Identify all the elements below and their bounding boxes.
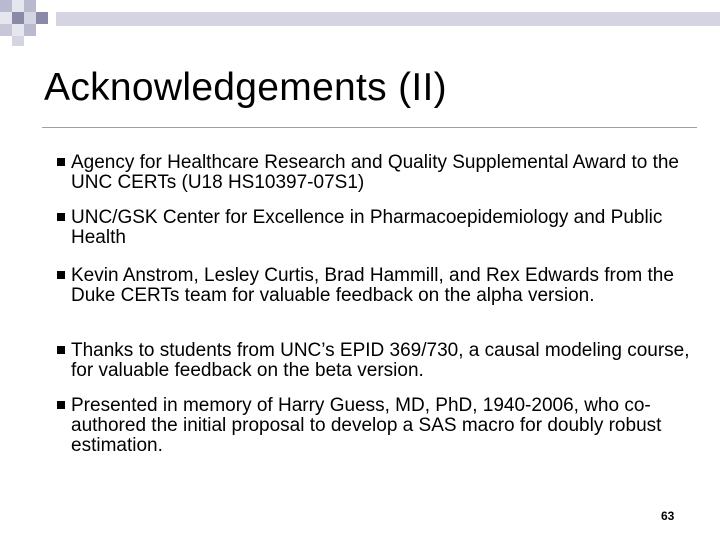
deco-square [24, 24, 36, 36]
slide-title: Acknowledgements (II) [44, 66, 447, 109]
bullet-item: Kevin Anstrom, Lesley Curtis, Brad Hammill, and Rex Edwards from the Duke CERTs team for valuable feedback on the alpha version. [71, 265, 674, 306]
bullet-marker-icon [57, 158, 65, 166]
deco-square [12, 24, 24, 36]
bullet-item: Thanks to students from UNC’s EPID 369/730, a causal modeling course, for valuable feedback on the beta version. [71, 340, 690, 381]
bullet-marker-icon [57, 213, 65, 221]
bullet-marker-icon [57, 346, 65, 354]
bullet-item: Agency for Healthcare Research and Quality Supplemental Award to the UNC CERTs (U18 HS10397-07S1) [71, 152, 679, 193]
deco-square [12, 36, 24, 46]
title-divider [42, 127, 697, 128]
deco-square [12, 0, 24, 12]
deco-square [0, 12, 12, 24]
deco-square [24, 0, 36, 12]
deco-square [0, 0, 12, 12]
bullet-item: UNC/GSK Center for Excellence in Pharmacoepidemiology and Public Health [71, 207, 663, 248]
header-band [56, 12, 720, 26]
page-number: 63 [661, 509, 675, 523]
deco-square [36, 12, 48, 24]
bullet-item: Presented in memory of Harry Guess, MD, PhD, 1940-2006, who co-authored the initial proposal to develop a SAS macro for doubly robust estimation. [71, 395, 662, 456]
deco-square [0, 24, 12, 36]
deco-square [12, 12, 24, 24]
header-decoration [0, 0, 720, 50]
bullet-marker-icon [57, 401, 65, 409]
bullet-marker-icon [57, 271, 65, 279]
deco-square [24, 12, 36, 24]
